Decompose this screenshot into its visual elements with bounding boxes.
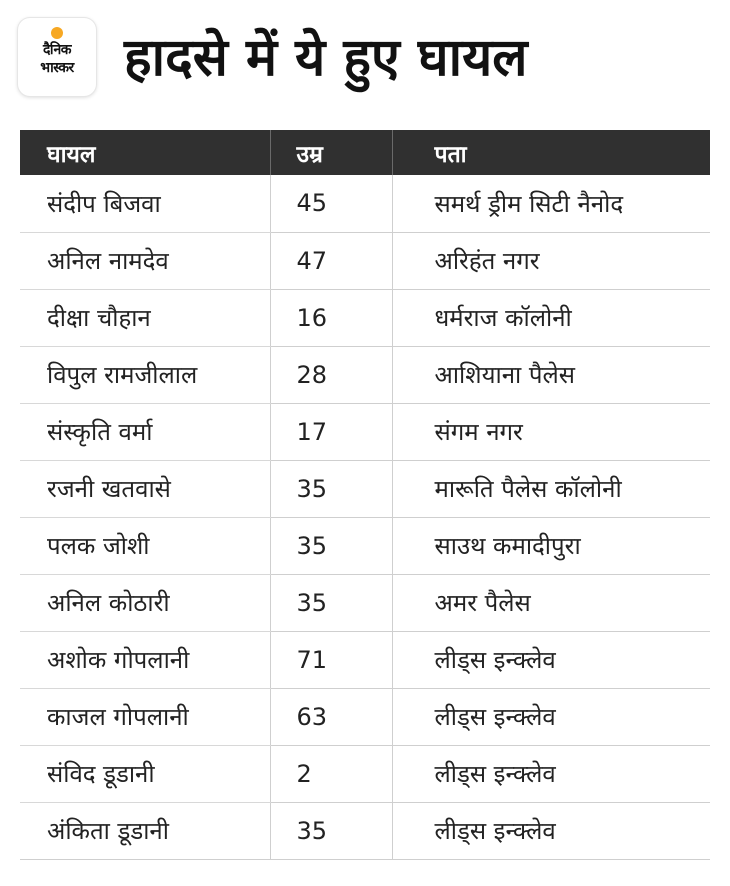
table-row bbox=[20, 745, 710, 802]
cell-address: आशियाना पैलेस bbox=[392, 346, 710, 403]
cell-name: अंकिता डूडानी bbox=[20, 802, 270, 859]
cell-age: 63 bbox=[270, 688, 392, 745]
cell-address: अरिहंत नगर bbox=[392, 232, 710, 289]
cell-age: 45 bbox=[270, 175, 392, 232]
cell-name: अनिल नामदेव bbox=[20, 232, 270, 289]
cell-address: अमर पैलेस bbox=[392, 574, 710, 631]
table-row bbox=[20, 574, 710, 631]
table-row bbox=[20, 232, 710, 289]
cell-age: 28 bbox=[270, 346, 392, 403]
cell-address: लीड्स इन्क्लेव bbox=[392, 802, 710, 859]
cell-name: रजनी खतवासे bbox=[20, 460, 270, 517]
sun-icon bbox=[51, 27, 63, 39]
table-row bbox=[20, 631, 710, 688]
cell-address: धर्मराज कॉलोनी bbox=[392, 289, 710, 346]
injured-table bbox=[20, 130, 710, 860]
column-header-age: उम्र bbox=[270, 130, 392, 175]
dainik-bhaskar-logo bbox=[18, 18, 96, 96]
cell-address: लीड्स इन्क्लेव bbox=[392, 745, 710, 802]
logo-text-line2: भास्कर bbox=[40, 60, 74, 76]
table-row bbox=[20, 346, 710, 403]
cell-name: संदीप बिजवा bbox=[20, 175, 270, 232]
cell-address: संगम नगर bbox=[392, 403, 710, 460]
table-row bbox=[20, 460, 710, 517]
cell-address: साउथ कमादीपुरा bbox=[392, 517, 710, 574]
table-row bbox=[20, 688, 710, 745]
cell-name: संस्कृति वर्मा bbox=[20, 403, 270, 460]
cell-age: 2 bbox=[270, 745, 392, 802]
cell-name: विपुल रामजीलाल bbox=[20, 346, 270, 403]
table-header-row bbox=[20, 130, 710, 175]
cell-address: समर्थ ड्रीम सिटी नैनोद bbox=[392, 175, 710, 232]
cell-age: 35 bbox=[270, 574, 392, 631]
cell-name: संविद डूडानी bbox=[20, 745, 270, 802]
table-row bbox=[20, 289, 710, 346]
column-header-name: घायल bbox=[47, 141, 96, 168]
cell-age: 47 bbox=[270, 232, 392, 289]
cell-name: पलक जोशी bbox=[20, 517, 270, 574]
cell-name: काजल गोपलानी bbox=[20, 688, 270, 745]
cell-age: 17 bbox=[270, 403, 392, 460]
cell-address: लीड्स इन्क्लेव bbox=[392, 688, 710, 745]
table-row bbox=[20, 802, 710, 859]
cell-age: 35 bbox=[270, 460, 392, 517]
cell-address: लीड्स इन्क्लेव bbox=[392, 631, 710, 688]
cell-age: 35 bbox=[270, 802, 392, 859]
column-header-address: पता bbox=[392, 130, 710, 175]
page-title: हादसे में ये हुए घायल bbox=[124, 28, 528, 88]
cell-age: 35 bbox=[270, 517, 392, 574]
cell-age: 16 bbox=[270, 289, 392, 346]
logo-text-line1: दैनिक bbox=[42, 42, 72, 58]
header bbox=[0, 0, 730, 120]
cell-name: अशोक गोपलानी bbox=[20, 631, 270, 688]
cell-address: मारूति पैलेस कॉलोनी bbox=[392, 460, 710, 517]
table-row bbox=[20, 175, 710, 232]
cell-name: दीक्षा चौहान bbox=[20, 289, 270, 346]
table-row bbox=[20, 403, 710, 460]
table-row bbox=[20, 517, 710, 574]
cell-name: अनिल कोठारी bbox=[20, 574, 270, 631]
cell-age: 71 bbox=[270, 631, 392, 688]
